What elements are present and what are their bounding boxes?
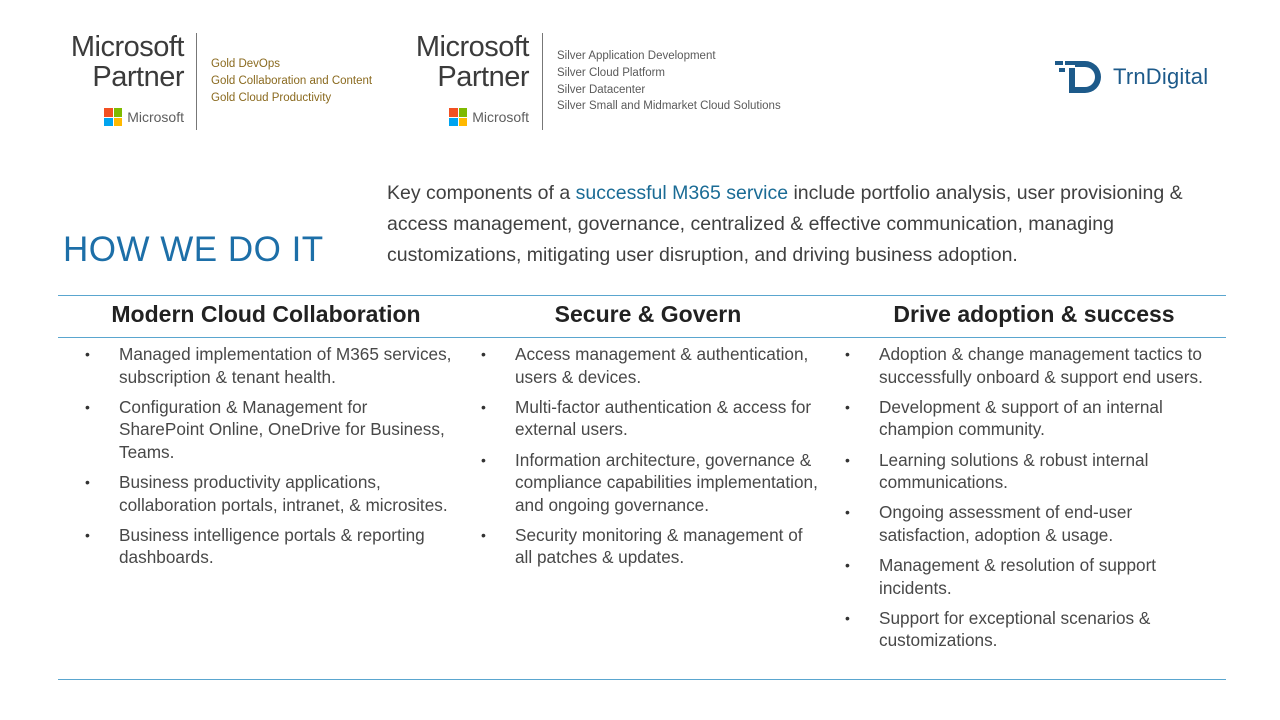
- bullet-icon: •: [845, 504, 850, 521]
- list-item-text: Development & support of an internal champion community.: [879, 396, 1163, 440]
- bullet-icon: •: [845, 609, 850, 626]
- competency-item: Gold Collaboration and Content: [211, 74, 373, 87]
- column-1-list: [85, 343, 455, 577]
- list-item-text: Support for exceptional scenarios & customizations.: [879, 607, 1151, 651]
- brand-line-2: Partner: [437, 61, 529, 93]
- column-2-list: [481, 343, 819, 577]
- bullet-icon: •: [481, 451, 486, 468]
- list-item: [845, 501, 1215, 546]
- bullet-icon: •: [481, 526, 486, 543]
- list-item: [845, 554, 1215, 599]
- competency-item: Gold DevOps: [211, 58, 281, 70]
- company-wordmark: TrnDigital: [1113, 64, 1209, 89]
- competency-item: Silver Datacenter: [557, 83, 646, 96]
- list-item: [85, 396, 455, 464]
- partner-brand: [71, 32, 184, 92]
- list-item: [845, 449, 1215, 494]
- bullet-icon: •: [845, 346, 850, 362]
- bullet-icon: •: [845, 398, 850, 415]
- competency-item: Silver Cloud Platform: [557, 66, 666, 79]
- silver-competencies: [557, 48, 781, 115]
- partner-badge-gold: [60, 32, 184, 132]
- microsoft-logo: [104, 108, 184, 126]
- column-header: Secure & Govern: [554, 301, 742, 327]
- company-logo: [1055, 58, 1208, 96]
- bullet-icon: •: [85, 398, 90, 415]
- list-item-text: Information architecture, governance & compliance capabilities implementation, and ongoing governance.: [515, 449, 818, 515]
- microsoft-windows-icon: [449, 108, 467, 126]
- table-header-rule: [58, 337, 1226, 338]
- list-item-text: Adoption & change management tactics to successfully onboard & support end users.: [879, 344, 1203, 387]
- list-item-text: Learning solutions & robust internal communications.: [879, 449, 1149, 493]
- bullet-icon: •: [481, 346, 486, 362]
- column-header: Drive adoption & success: [893, 301, 1175, 327]
- intro-text: include portfolio analysis, user provisioning & access management, governance, centralized & effective communication, managing customizations, mitigating user disruption, and driving business adoption.: [387, 182, 1183, 266]
- list-item-text: Configuration & Management for SharePoint Online, OneDrive for Business, Teams.: [119, 396, 445, 462]
- intro-highlight: successful M365 service: [575, 182, 789, 204]
- partner-divider: [196, 33, 197, 130]
- column-3-list: [845, 343, 1215, 660]
- list-item-text: Access management & authentication, users & devices.: [515, 344, 809, 387]
- list-item: [845, 396, 1215, 441]
- bullet-icon: •: [85, 346, 90, 362]
- microsoft-label: Microsoft: [127, 109, 184, 125]
- list-item-text: Business productivity applications, collaboration portals, intranet, & microsites.: [119, 472, 448, 515]
- bullet-icon: •: [85, 474, 90, 491]
- microsoft-logo: [449, 108, 529, 126]
- column-header: Modern Cloud Collaboration: [111, 301, 421, 327]
- brand-line-2: Partner: [92, 61, 184, 93]
- partner-badge-silver: [405, 32, 529, 132]
- competency-item: Gold Cloud Productivity: [211, 91, 332, 104]
- list-item: [85, 471, 455, 516]
- partner-brand: [416, 32, 529, 92]
- table-top-rule: [58, 295, 1226, 296]
- bullet-icon: •: [845, 557, 850, 574]
- list-item: [481, 524, 819, 569]
- competency-item: Silver Application Development: [557, 50, 716, 62]
- table-bottom-rule: [58, 679, 1226, 680]
- bullet-icon: •: [85, 526, 90, 543]
- bullet-icon: •: [845, 451, 850, 468]
- list-item: [85, 343, 455, 388]
- bullet-icon: •: [481, 398, 486, 415]
- microsoft-windows-icon: [104, 108, 122, 126]
- list-item: [845, 343, 1215, 388]
- page-title: HOW WE DO IT: [63, 230, 324, 269]
- list-item-text: Business intelligence portals & reporting dashboards.: [119, 524, 425, 568]
- list-item-text: Managed implementation of M365 services, subscription & tenant health.: [119, 344, 452, 387]
- list-item: [85, 524, 455, 569]
- list-item-text: Security monitoring & management of all patches & updates.: [515, 524, 803, 568]
- list-item-text: Multi-factor authentication & access for external users.: [515, 396, 812, 440]
- list-item: [481, 449, 819, 517]
- intro-paragraph: [387, 178, 1237, 271]
- list-item-text: Management & resolution of support incidents.: [879, 555, 1157, 598]
- microsoft-label: Microsoft: [472, 109, 529, 125]
- list-item: [481, 396, 819, 441]
- partner-divider: [542, 33, 543, 130]
- trndigital-d-icon: [1055, 58, 1107, 96]
- competency-item: Silver Small and Midmarket Cloud Solutions: [557, 100, 781, 113]
- list-item-text: Ongoing assessment of end-user satisfaction, adoption & usage.: [879, 502, 1133, 545]
- list-item: [481, 343, 819, 388]
- brand-line-1: Microsoft: [415, 31, 529, 63]
- intro-text: Key components of a: [387, 182, 576, 204]
- brand-line-1: Microsoft: [70, 31, 184, 63]
- list-item: [845, 607, 1215, 652]
- gold-competencies: [211, 56, 373, 106]
